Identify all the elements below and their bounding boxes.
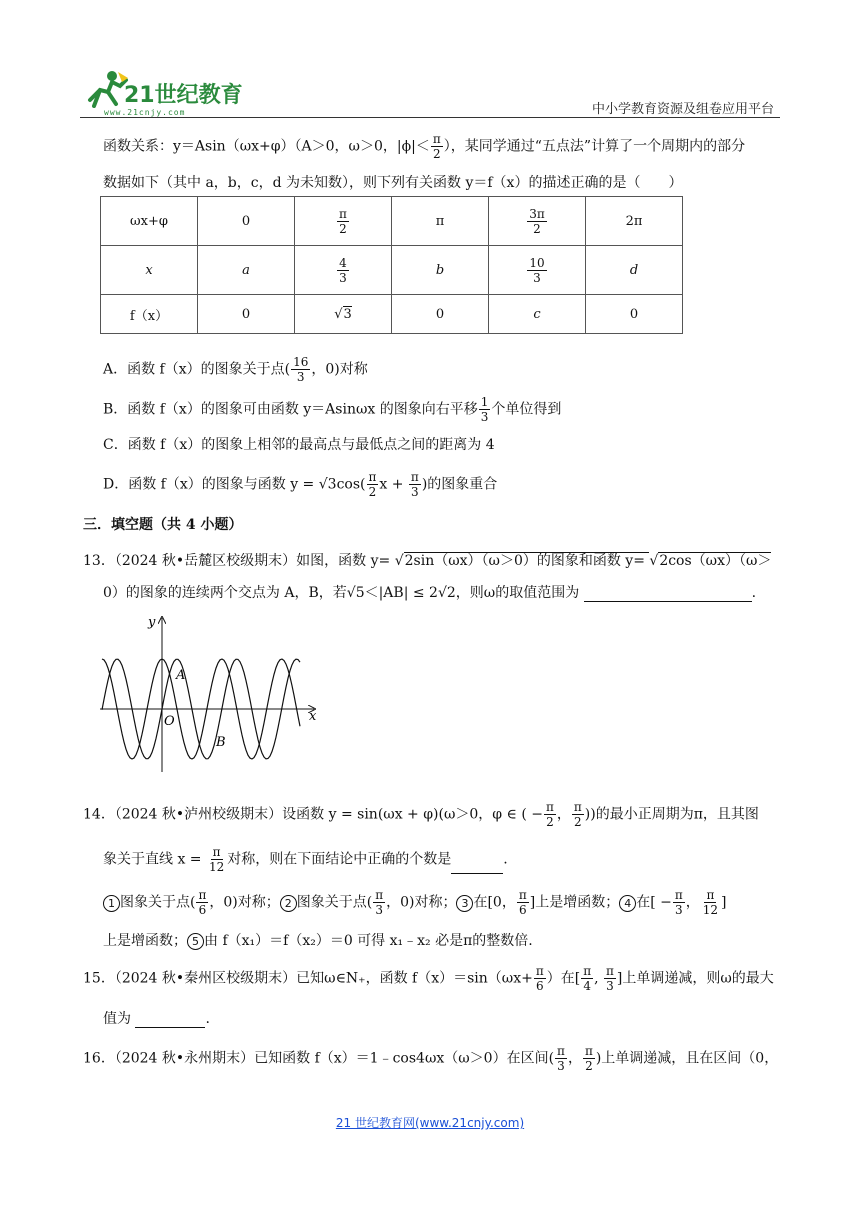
table-cell: $\frac{10}{3}$ [489,246,586,295]
q14-line4: 上是增函数； 5 由 f（x₁）＝f（x₂）＝0 可得 x₁﹣x₂ 必是π的整数倍. [103,933,533,949]
circled-number: 3 [456,895,473,912]
table-cell: $\frac{\pi}{2}$ [295,197,392,246]
table-cell: 0 [586,295,683,334]
section-heading: 三．填空题（共 4 小题） [83,517,243,533]
table-cell: 0 [198,197,295,246]
runner-logo-icon [82,70,130,108]
answer-blank[interactable] [451,859,503,874]
q14-line1: 14．（2024 秋•泸州校级期末）设函数 y = sin(ωx + φ)(ω＞0，φ ∈ ( − $\frac{\pi}{2}$ ， $\frac{\pi}{2}$ ))的最小正周期为π，且其图 [83,800,759,829]
table-cell: 0 [198,295,295,334]
q15-line2: 值为 . [103,1011,210,1027]
q12-option-a: A．函数 f（x）的图象关于点( $\frac{16}{3}$ ，0)对称 [103,355,368,384]
logo-subtitle: www.21cnjy.com [104,108,186,117]
q12-line1 [103,132,745,161]
q12-option-c: C．函数 f（x）的图象上相邻的最高点与最低点之间的距离为 4 [103,437,495,453]
footer-link[interactable]: 21 世纪教育网(www.21cnjy.com) [335,1116,525,1130]
q13-line1: 13．（2024 秋•岳麓区校级期末）如图，函数 y= √2sin（ωx）（ω＞0）的图象和函数 y= √2cos（ωx）（ω＞ [83,553,772,569]
table-cell: d [586,246,683,295]
q12-text-b: ），某同学通过“五点法”计算了一个周期内的部分 [443,138,746,155]
table-cell: ωx+φ [101,197,198,246]
table-cell: $\frac{3\pi}{2}$ [489,197,586,246]
circled-number: 4 [619,895,636,912]
x-axis-label: x [309,709,317,724]
q14-line3: 1 图象关于点( $\frac{\pi}{6}$ ，0)对称； 2 图象关于点( $\frac{\pi}{3}$ ，0)对称； 3 在[0， $\frac{\pi}{6}$ ]上是增函数； 4 在[ − $\frac{\pi}{3}$ ， $\frac{\pi}{12}$ ] [103,888,727,917]
answer-blank[interactable] [135,1013,205,1028]
header-divider [80,117,780,118]
logo-text: 21世纪教育 [124,83,243,108]
answer-blank[interactable] [584,587,752,602]
point-b-label: B [216,735,226,750]
table-cell: f（x） [101,295,198,334]
point-a-label: A [176,668,186,683]
table-row [101,295,683,334]
circled-number: 5 [187,933,204,950]
q14-line2: 象关于直线 x = $\frac{\pi}{12}$ 对称，则在下面结论中正确的个数是 . [103,845,508,874]
table-cell: x [101,246,198,295]
y-axis-label: y [148,615,156,630]
table-cell: b [392,246,489,295]
platform-title: 中小学教育资源及组卷应用平台 [591,102,774,117]
table-cell: √3 [295,295,392,334]
q15-line1: 15．（2024 秋•秦州区校级期末）已知ω∈N₊，函数 f（x）＝sin（ωx+ $\frac{\pi}{6}$ ）在[ $\frac{\pi}{4}$ , $\frac{\pi}{3}$ ]上单调递减，则ω的最大 [83,964,774,993]
table-cell: c [489,295,586,334]
q16-line1: 16．（2024 秋•永州期末）已知函数 f（x）＝1﹣cos4ωx（ω＞0）在区间( $\frac{\pi}{3}$ ， $\frac{\pi}{2}$ )上单调递减，且在区间（0， [83,1044,779,1073]
q12-text-a: 函数关系：y＝Asin（ωx+φ）（A＞0，ω＞0，|ϕ|＜ [103,138,430,155]
sine-cosine-graph [100,614,322,774]
table-row [101,246,683,295]
q13-line2: 0）的图象的连续两个交点为 A，B，若√5＜|AB| ≤ 2√2，则ω的取值范围为 . [103,585,757,601]
circled-number: 1 [103,895,120,912]
table-row [101,197,683,246]
q12-option-d: D．函数 f（x）的图象与函数 y = √3cos( $\frac{\pi}{2}$ x + $\frac{\pi}{3}$ )的图象重合 [103,470,498,499]
table-cell: π [392,197,489,246]
table-cell: a [198,246,295,295]
frac: $\frac{\pi}{2}$ [432,132,441,161]
origin-label: O [164,714,175,729]
table-cell: 2π [586,197,683,246]
table-cell: $\frac{4}{3}$ [295,246,392,295]
q12-line2: 数据如下（其中 a，b，c，d 为未知数），则下列有关函数 y＝f（x）的描述正确的是（ ） [103,175,683,191]
table-cell: 0 [392,295,489,334]
q12-option-b: B．函数 f（x）的图象可由函数 y＝Asinωx 的图象向右平移 $\frac{1}{3}$ 个单位得到 [103,395,562,424]
circled-number: 2 [280,895,297,912]
five-point-table [100,196,683,334]
